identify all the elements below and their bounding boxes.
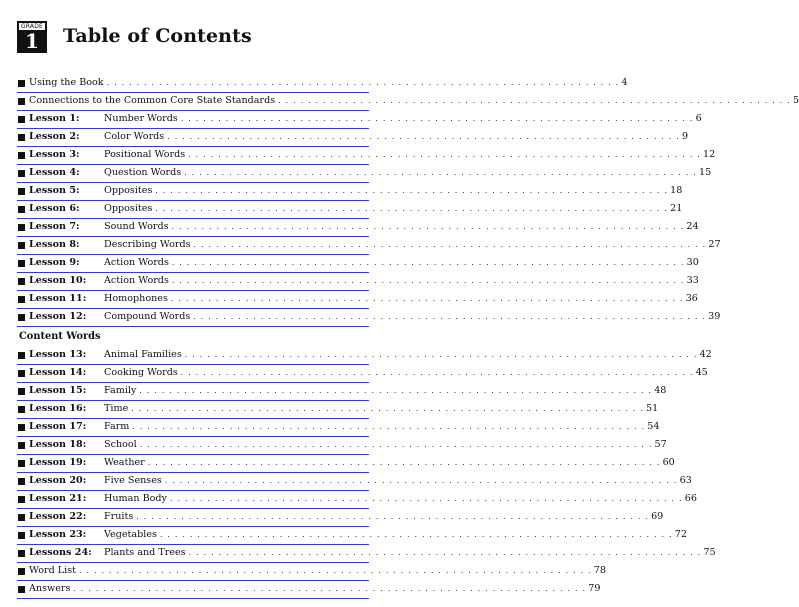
- bullet-square-icon: [18, 586, 25, 593]
- lesson-number: Lesson 16:: [29, 403, 87, 414]
- lesson-number: Lesson 2:: [29, 131, 80, 142]
- lesson-number: Lesson 7:: [29, 221, 80, 232]
- toc-entry-label: Time: [104, 403, 129, 414]
- dot-leader: . . . . . . . . . . . . . . . . . . . . . . . . . . . . . . . . . . . . . . . . . . . . . . . . . . . . . . . . . . . . . . . . . . . . .: [193, 240, 707, 249]
- page-number: 5: [792, 95, 799, 106]
- lesson-number: Lesson 13:: [29, 349, 87, 360]
- toc-entry-label: Animal Families: [104, 349, 182, 360]
- page-number: 79: [588, 583, 601, 594]
- dot-leader: . . . . . . . . . . . . . . . . . . . . . . . . . . . . . . . . . . . . . . . . . . . . . . . . . . . . . . . . . . . . . . . . . . . . .: [184, 350, 698, 359]
- page-number: 30: [686, 257, 699, 268]
- toc-entry[interactable]: [17, 165, 712, 183]
- toc-entry-label: Opposites: [104, 185, 153, 196]
- toc-entry[interactable]: [17, 111, 702, 129]
- page-number: 15: [699, 167, 712, 178]
- toc-entry-label: Answers: [29, 583, 71, 594]
- toc-entry[interactable]: [17, 219, 699, 237]
- page-number: 51: [646, 403, 659, 414]
- toc-entry-label: Plants and Trees: [104, 547, 186, 558]
- toc-entry[interactable]: [17, 365, 708, 383]
- page-header: [17, 21, 437, 55]
- toc-entry-label: Weather: [104, 457, 145, 468]
- bullet-square-icon: [18, 442, 25, 449]
- lesson-number: Lesson 4:: [29, 167, 80, 178]
- bullet-square-icon: [18, 532, 25, 539]
- toc-entry-label: Homophones: [104, 293, 168, 304]
- bullet-square-icon: [18, 278, 25, 285]
- dot-leader: . . . . . . . . . . . . . . . . . . . . . . . . . . . . . . . . . . . . . . . . . . . . . . . . . . . . . . . . . . . . . . . . . . . . .: [180, 114, 694, 123]
- dot-leader: . . . . . . . . . . . . . . . . . . . . . . . . . . . . . . . . . . . . . . . . . . . . . . . . . . . . . . . . . . . . . . . . . . . . .: [193, 312, 707, 321]
- bullet-square-icon: [18, 314, 25, 321]
- dot-leader: . . . . . . . . . . . . . . . . . . . . . . . . . . . . . . . . . . . . . . . . . . . . . . . . . . . . . . . . . . . . . . . . . . . . .: [164, 476, 678, 485]
- bullet-square-icon: [18, 206, 25, 213]
- toc-entry[interactable]: [17, 129, 689, 147]
- toc-entry[interactable]: [17, 309, 721, 327]
- bullet-square-icon: [18, 424, 25, 431]
- toc-entry-label: Action Words: [104, 257, 169, 268]
- page-number: 4: [621, 77, 628, 88]
- dot-leader: . . . . . . . . . . . . . . . . . . . . . . . . . . . . . . . . . . . . . . . . . . . . . . . . . . . . . . . . . . . . . . . . . . . . .: [73, 584, 587, 593]
- dot-leader: . . . . . . . . . . . . . . . . . . . . . . . . . . . . . . . . . . . . . . . . . . . . . . . . . . . . . . . . . . . . . . . . . . . . .: [180, 368, 694, 377]
- dot-leader: . . . . . . . . . . . . . . . . . . . . . . . . . . . . . . . . . . . . . . . . . . . . . . . . . . . . . . . . . . . . . . . . . . . . .: [106, 78, 620, 87]
- dot-leader: . . . . . . . . . . . . . . . . . . . . . . . . . . . . . . . . . . . . . . . . . . . . . . . . . . . . . . . . . . . . . . . . . . . . .: [184, 168, 698, 177]
- toc-entry[interactable]: [17, 491, 697, 509]
- bullet-square-icon: [18, 496, 25, 503]
- page-number: 54: [647, 421, 660, 432]
- grade-badge: [17, 21, 47, 53]
- toc-entry-label: Five Senses: [104, 475, 162, 486]
- toc-entry-text: [104, 201, 683, 216]
- toc-entry[interactable]: [17, 201, 683, 219]
- toc-entry-text: [104, 527, 687, 542]
- toc-entry-text: [104, 365, 708, 380]
- page-number: 45: [695, 367, 708, 378]
- toc-entry-label: Farm: [104, 421, 130, 432]
- toc-entry-text: [104, 183, 683, 198]
- toc-entry[interactable]: [17, 183, 683, 201]
- page-number: 75: [703, 547, 716, 558]
- bullet-square-icon: [18, 224, 25, 231]
- toc-group-content-words: [17, 347, 716, 599]
- lesson-number: Lessons 24:: [29, 547, 92, 558]
- toc-entry-label: Sound Words: [104, 221, 169, 232]
- bullet-square-icon: [18, 134, 25, 141]
- lesson-number: Lesson 3:: [29, 149, 80, 160]
- toc-entry[interactable]: [17, 401, 659, 419]
- page-number: 63: [679, 475, 692, 486]
- dot-leader: . . . . . . . . . . . . . . . . . . . . . . . . . . . . . . . . . . . . . . . . . . . . . . . . . . . . . . . . . . . . . . . . . . . . .: [188, 548, 702, 557]
- page-number: 24: [686, 221, 699, 232]
- bullet-square-icon: [18, 550, 25, 557]
- toc-entry-text: [104, 111, 702, 126]
- toc-entry[interactable]: [17, 75, 628, 93]
- bullet-square-icon: [18, 188, 25, 195]
- toc-entry[interactable]: [17, 147, 716, 165]
- toc-entry[interactable]: [17, 273, 699, 291]
- toc-entry-label: Opposites: [104, 203, 153, 214]
- dot-leader: . . . . . . . . . . . . . . . . . . . . . . . . . . . . . . . . . . . . . . . . . . . . . . . . . . . . . . . . . . . . . . . . . . . . .: [139, 440, 653, 449]
- page-number: 33: [686, 275, 699, 286]
- lesson-number: Lesson 15:: [29, 385, 87, 396]
- page-number: 42: [699, 349, 712, 360]
- toc-entry-label: Word List: [29, 565, 76, 576]
- toc-entry[interactable]: [17, 509, 664, 527]
- toc-entry-label: Color Words: [104, 131, 165, 142]
- bullet-square-icon: [18, 98, 25, 105]
- bullet-square-icon: [18, 116, 25, 123]
- toc-entry-label: Number Words: [104, 113, 178, 124]
- bullet-square-icon: [18, 242, 25, 249]
- dot-leader: . . . . . . . . . . . . . . . . . . . . . . . . . . . . . . . . . . . . . . . . . . . . . . . . . . . . . . . . . . . . . . . . . . . . .: [78, 566, 592, 575]
- toc-entry-text: [104, 147, 716, 162]
- dot-leader: . . . . . . . . . . . . . . . . . . . . . . . . . . . . . . . . . . . . . . . . . . . . . . . . . . . . . . . . . . . . . . . . . . . . .: [155, 204, 669, 213]
- dot-leader: . . . . . . . . . . . . . . . . . . . . . . . . . . . . . . . . . . . . . . . . . . . . . . . . . . . . . . . . . . . . . . . . . . . . .: [159, 530, 673, 539]
- toc-entry-text: [104, 165, 712, 180]
- toc-entry-text: [104, 509, 664, 524]
- toc-entry[interactable]: [17, 291, 698, 309]
- toc-entry[interactable]: [17, 255, 699, 273]
- dot-leader: . . . . . . . . . . . . . . . . . . . . . . . . . . . . . . . . . . . . . . . . . . . . . . . . . . . . . . . . . . . . . . . . . . . . .: [147, 458, 661, 467]
- toc-entry-label: Connections to the Common Core State Standards: [29, 95, 276, 106]
- dot-leader: . . . . . . . . . . . . . . . . . . . . . . . . . . . . . . . . . . . . . . . . . . . . . . . . . . . . . . . . . . . . . . . . . . . . .: [139, 386, 653, 395]
- toc-entry-label: Vegetables: [104, 529, 157, 540]
- page-number: 78: [593, 565, 606, 576]
- dot-leader: . . . . . . . . . . . . . . . . . . . . . . . . . . . . . . . . . . . . . . . . . . . . . . . . . . . . . . . . . . . . . . . . . . . . .: [188, 150, 701, 159]
- grade-label: GRADE: [20, 23, 44, 30]
- toc-entry-text: [104, 383, 667, 398]
- lesson-number: Lesson 8:: [29, 239, 80, 250]
- toc-entry[interactable]: [17, 383, 667, 401]
- toc-entry-text: [29, 563, 606, 578]
- dot-leader: . . . . . . . . . . . . . . . . . . . . . . . . . . . . . . . . . . . . . . . . . . . . . . . . . . . . . . . . . . . . . . . . . . . . .: [131, 404, 645, 413]
- page-number: 36: [685, 293, 698, 304]
- lesson-number: Lesson 12:: [29, 311, 87, 322]
- toc-entry-text: [104, 291, 698, 306]
- toc-entry-text: [29, 581, 601, 596]
- toc-entry-label: Human Body: [104, 493, 167, 504]
- toc-entry[interactable]: [17, 419, 660, 437]
- toc-entry-text: [104, 219, 699, 234]
- toc-entry-text: [104, 473, 692, 488]
- bullet-square-icon: [18, 260, 25, 267]
- toc-entry[interactable]: [17, 581, 601, 599]
- lesson-number: Lesson 9:: [29, 257, 80, 268]
- toc-entry-label: Compound Words: [104, 311, 191, 322]
- toc-entry-text: [104, 129, 689, 144]
- page-number: 12: [702, 149, 716, 160]
- lesson-number: Lesson 19:: [29, 457, 87, 468]
- toc-entry-label: Cooking Words: [104, 367, 178, 378]
- bullet-square-icon: [18, 460, 25, 467]
- bullet-square-icon: [18, 170, 25, 177]
- lesson-number: Lesson 5:: [29, 185, 80, 196]
- dot-leader: . . . . . . . . . . . . . . . . . . . . . . . . . . . . . . . . . . . . . . . . . . . . . . . . . . . . . . . . . . . . . . . . . . . . .: [169, 494, 683, 503]
- bullet-square-icon: [18, 568, 25, 575]
- toc-entry[interactable]: [17, 455, 675, 473]
- section-heading-content-words: Content Words: [19, 331, 101, 342]
- toc-entry-label: Using the Book: [29, 77, 104, 88]
- toc-entry[interactable]: [17, 563, 606, 581]
- dot-leader: . . . . . . . . . . . . . . . . . . . . . . . . . . . . . . . . . . . . . . . . . . . . . . . . . . . . . . . . . . . . . . . . . . . . .: [278, 96, 791, 105]
- page-number: 39: [708, 311, 721, 322]
- bullet-square-icon: [18, 80, 25, 87]
- toc-entry-text: [104, 309, 721, 324]
- toc-entry-label: Action Words: [104, 275, 169, 286]
- table-of-contents: [17, 75, 799, 599]
- page-number: 60: [662, 457, 675, 468]
- toc-group-vocabulary: [17, 75, 799, 327]
- dot-leader: . . . . . . . . . . . . . . . . . . . . . . . . . . . . . . . . . . . . . . . . . . . . . . . . . . . . . . . . . . . . . . . . . . . . .: [136, 512, 650, 521]
- toc-entry-text: [104, 347, 712, 362]
- page-title: Table of Contents: [63, 25, 252, 47]
- toc-entry[interactable]: [17, 93, 799, 111]
- toc-entry-text: [104, 455, 675, 470]
- bullet-square-icon: [18, 514, 25, 521]
- page-number: 9: [682, 131, 689, 142]
- toc-entry-text: [104, 255, 699, 270]
- toc-entry-label: Family: [104, 385, 137, 396]
- page-number: 69: [651, 511, 664, 522]
- dot-leader: . . . . . . . . . . . . . . . . . . . . . . . . . . . . . . . . . . . . . . . . . . . . . . . . . . . . . . . . . . . . . . . . . . . . .: [171, 276, 685, 285]
- lesson-number: Lesson 14:: [29, 367, 87, 378]
- toc-entry-text: [104, 237, 721, 252]
- page-number: 72: [674, 529, 687, 540]
- page-number: 27: [708, 239, 721, 250]
- lesson-number: Lesson 10:: [29, 275, 87, 286]
- lesson-number: Lesson 21:: [29, 493, 87, 504]
- grade-number: 1: [25, 29, 39, 53]
- bullet-square-icon: [18, 406, 25, 413]
- lesson-number: Lesson 23:: [29, 529, 87, 540]
- toc-entry-label: Fruits: [104, 511, 134, 522]
- page-number: 18: [670, 185, 683, 196]
- toc-entry-text: [29, 75, 628, 90]
- dot-leader: . . . . . . . . . . . . . . . . . . . . . . . . . . . . . . . . . . . . . . . . . . . . . . . . . . . . . . . . . . . . . . . . . . . . .: [170, 294, 684, 303]
- lesson-number: Lesson 17:: [29, 421, 87, 432]
- toc-entry[interactable]: [17, 347, 712, 365]
- dot-leader: . . . . . . . . . . . . . . . . . . . . . . . . . . . . . . . . . . . . . . . . . . . . . . . . . . . . . . . . . . . . . . . . . . . . .: [171, 222, 685, 231]
- page-number: 48: [654, 385, 667, 396]
- toc-entry[interactable]: [17, 473, 692, 491]
- toc-entry-text: [104, 419, 660, 434]
- lesson-number: Lesson 6:: [29, 203, 80, 214]
- toc-entry-label: Question Words: [104, 167, 182, 178]
- bullet-square-icon: [18, 296, 25, 303]
- toc-entry-label: Describing Words: [104, 239, 191, 250]
- toc-entry[interactable]: [17, 527, 687, 545]
- page-number: 6: [695, 113, 702, 124]
- lesson-number: Lesson 1:: [29, 113, 80, 124]
- dot-leader: . . . . . . . . . . . . . . . . . . . . . . . . . . . . . . . . . . . . . . . . . . . . . . . . . . . . . . . . . . . . . . . . . . . . .: [155, 186, 669, 195]
- toc-entry[interactable]: [17, 545, 716, 563]
- toc-entry-text: [104, 545, 716, 560]
- bullet-square-icon: [18, 352, 25, 359]
- toc-entry[interactable]: [17, 237, 721, 255]
- page-number: 66: [684, 493, 697, 504]
- toc-entry-label: School: [104, 439, 137, 450]
- lesson-number: Lesson 11:: [29, 293, 87, 304]
- dot-leader: . . . . . . . . . . . . . . . . . . . . . . . . . . . . . . . . . . . . . . . . . . . . . . . . . . . . . . . . . . . . . . . . . . . . .: [167, 132, 681, 141]
- dot-leader: . . . . . . . . . . . . . . . . . . . . . . . . . . . . . . . . . . . . . . . . . . . . . . . . . . . . . . . . . . . . . . . . . . . . .: [132, 422, 646, 431]
- page-number: 21: [670, 203, 683, 214]
- bullet-square-icon: [18, 478, 25, 485]
- toc-entry-text: [104, 437, 667, 452]
- lesson-number: Lesson 20:: [29, 475, 87, 486]
- dot-leader: . . . . . . . . . . . . . . . . . . . . . . . . . . . . . . . . . . . . . . . . . . . . . . . . . . . . . . . . . . . . . . . . . . . . .: [171, 258, 685, 267]
- toc-entry-text: [29, 93, 799, 108]
- toc-entry-text: [104, 273, 699, 288]
- toc-entry-text: [104, 491, 697, 506]
- bullet-square-icon: [18, 152, 25, 159]
- toc-entry-label: Positional Words: [104, 149, 186, 160]
- toc-entry-text: [104, 401, 659, 416]
- bullet-square-icon: [18, 388, 25, 395]
- page-number: 57: [654, 439, 667, 450]
- bullet-square-icon: [18, 370, 25, 377]
- toc-entry[interactable]: [17, 437, 667, 455]
- lesson-number: Lesson 18:: [29, 439, 87, 450]
- lesson-number: Lesson 22:: [29, 511, 87, 522]
